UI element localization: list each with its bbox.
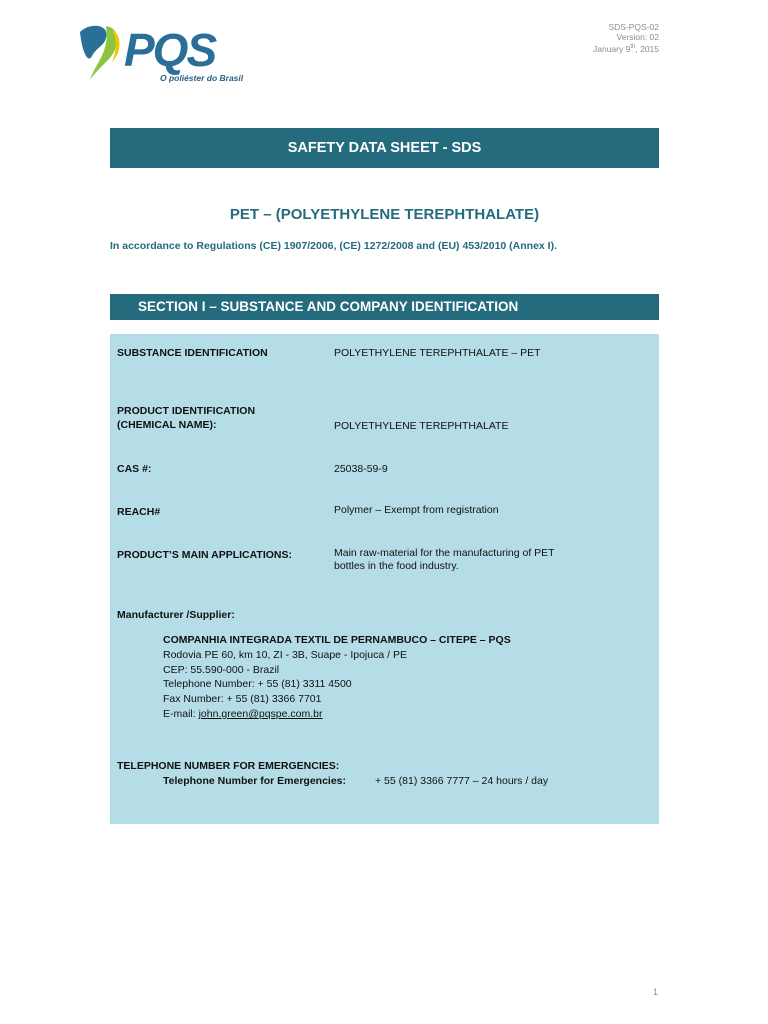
reach-label: REACH#	[117, 506, 161, 518]
company-fax: Fax Number: + 55 (81) 3366 7701	[163, 693, 322, 706]
cas-label: CAS #:	[117, 463, 152, 475]
substance-value: POLYETHYLENE TEREPHTHALATE – PET	[334, 347, 541, 359]
doc-code: SDS-PQS-02	[608, 22, 659, 32]
emergency-value: + 55 (81) 3366 7777 – 24 hours / day	[375, 775, 549, 787]
manufacturer-block	[163, 633, 511, 722]
doc-date: January 9th, 2015	[593, 43, 659, 54]
identification-panel	[110, 334, 659, 824]
company-cep: CEP: 55.590-000 - Brazil	[163, 663, 280, 676]
doc-version: Version: 02	[616, 32, 659, 42]
sds-title-bar: SAFETY DATA SHEET - SDS	[110, 128, 659, 168]
emergency-label: TELEPHONE NUMBER FOR EMERGENCIES:	[117, 760, 340, 772]
company-address: Rodovia PE 60, km 10, ZI - 3B, Suape - Ipojuca / PE	[163, 648, 407, 661]
substance-label: SUBSTANCE IDENTIFICATION	[117, 347, 268, 359]
applications-value-line2: bottles in the food industry.	[334, 560, 459, 572]
email-link[interactable]: john.green@pqspe.com.br	[198, 707, 323, 720]
company-telephone: Telephone Number: + 55 (81) 3311 4500	[163, 678, 352, 691]
product-label-line2: (CHEMICAL NAME):	[117, 419, 217, 431]
section-1-heading: SECTION I – SUBSTANCE AND COMPANY IDENTIFICATION	[110, 294, 659, 320]
applications-label: PRODUCT’S MAIN APPLICATIONS:	[117, 549, 292, 561]
document-meta	[593, 22, 659, 54]
product-value: POLYETHYLENE TEREPHTHALATE	[334, 420, 509, 432]
company-email-line: E-mail: john.green@pqspe.com.br	[163, 707, 323, 720]
logo-tagline: O poliéster do Brasil	[160, 73, 244, 83]
product-label-line1: PRODUCT IDENTIFICATION	[117, 405, 256, 417]
cas-value: 25038-59-9	[334, 463, 388, 475]
page-number: 1	[652, 987, 658, 997]
product-title: PET – (POLYETHYLENE TEREPHTHALATE)	[229, 206, 540, 223]
applications-value-line1: Main raw-material for the manufacturing of PET	[334, 547, 555, 559]
pqs-logo	[76, 22, 246, 86]
regulations-text: In accordance to Regulations (CE) 1907/2006, (CE) 1272/2008 and (EU) 453/2010 (Annex I).	[110, 240, 558, 252]
pqs-swoosh-icon	[76, 22, 124, 84]
manufacturer-label: Manufacturer /Supplier:	[117, 609, 235, 621]
company-name: COMPANHIA INTEGRADA TEXTIL DE PERNAMBUCO – CITEPE – PQS	[163, 634, 511, 646]
emergency-sub-label: Telephone Number for Emergencies:	[163, 775, 347, 787]
logo-wordmark: PQS	[124, 24, 216, 76]
reach-value: Polymer – Exempt from registration	[334, 504, 499, 516]
